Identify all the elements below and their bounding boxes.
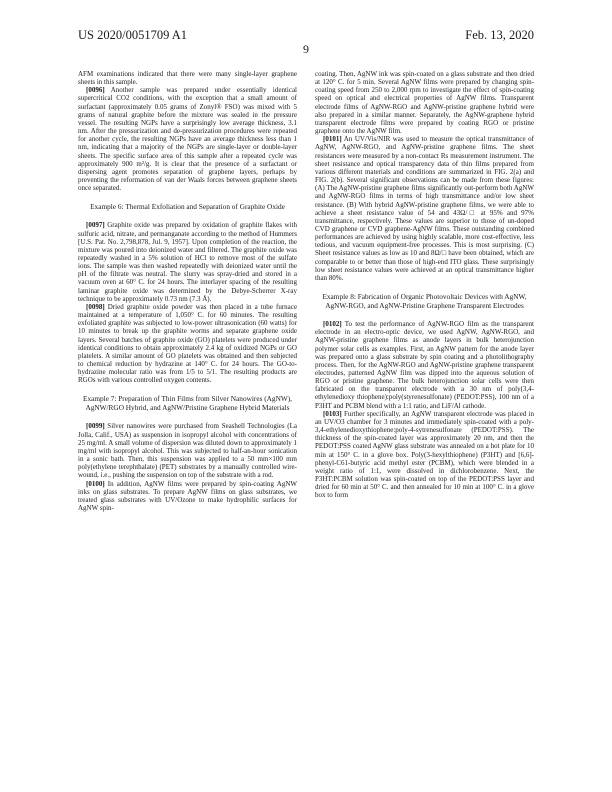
paragraph	[78, 422, 297, 479]
left-column	[78, 70, 297, 512]
paragraph-number: [0100]	[86, 479, 105, 488]
paragraph-number: [0099]	[86, 422, 105, 431]
page-number: 9	[303, 42, 309, 56]
paragraph-text: coating. Then, AgNW ink was spin-coated on a glass substrate and then dried at 120° C. for 5 min. Several AgNW films were prepared by changing spin-coating speed from 250 to 2,000 rpm to investigate the effect of spin-coating speed on optical and electrical properties of AgNW films. Transparent electrode films of AgNW-RGO and AgNW-pristine graphene hybrid were also prepared in a similar manner. Separately, the AgNW-graphene hybrid transparent electrode films were prepared by coating RGO or pristine graphene onto the AgNW film.	[315, 70, 534, 136]
example-heading: Example 6: Thermal Exfoliation and Separation of Graphite Oxide	[90, 202, 285, 212]
paragraph	[315, 135, 534, 282]
publication-date: Feb. 13, 2020	[465, 28, 534, 42]
paragraph-text: To test the performance of AgNW-RGO film as the transparent electrode in an electro-optic device, we used AgNW, AgNW-RGO, and AgNW-pristine graphene films as anode layers in bulk heterojunction polymer solar cells as examples. First, an AgNW pattern for the anode layer was prepared onto a glass substrate by spin coating and a photolithography process. Then, for the AgNW-RGO and AgNW-pristine graphene transparent electrodes, patterned AgNW film was dipped into the aqueous solution of RGO or pristine graphene. The bulk heterojunction solar cells were then fabricated on the transparent electrode with a 30 nm of poly(3,4-ethylenedioxy thiophene):poly(styrenesulfonate) (PEDOT:PSS), 100 nm of a P3HT and PCBM blend with a 1:1 ratio, and LiF/Al cathode.	[315, 320, 534, 410]
paragraph-text: An UV/Vis/NIR was used to measure the optical transmittance of AgNW, AgNW-RGO, and AgNW-pristine graphene films. The sheet resistances were measured by a non-contact Rs measurement instrument. The sheet resistance and optical transparency data of thin films prepared from various different materials and conditions are summarized in FIG. 2(a) and FIG. 2(b). Several significant observations can be made from these figures: (A) The AgNW-pristine graphene films significantly out-perform both AgNW and AgNW-RGO films in terms of high transmittance and/or low sheet resistance. (B) With hybrid AgNW-pristine graphene films, we were able to achieve a sheet resistance value of 54 and 43Ω/□ at 95% and 97% transmittance, respectively. These values are superior to those of un-doped CVD graphene or CVD graphene-AgNW films. These outstanding combined performances are achieved by using highly scalable, more cost-effective, less tedious, and vacuum equipment-free processes. This is most surprising. (C) Sheet resistance values as low as 10 and 8Ω/□ have been obtained, which are comparable to or better than those of high-end ITO glass. These surprisingly low sheet resistance values were achieved at an optical transmittance higher than 80%.	[315, 135, 534, 282]
paragraph	[78, 480, 297, 513]
publication-number: US 2020/0051709 A1	[78, 28, 188, 42]
paragraph-number: [0098]	[86, 302, 105, 311]
right-column	[315, 70, 534, 500]
paragraph	[315, 410, 534, 500]
paragraph	[78, 303, 297, 385]
paragraph	[78, 70, 297, 86]
paragraph-text: In addition, AgNW films were prepared by spin-coating AgNW inks on glass substrates. To prepare AgNW films on glass substrates, we treated glass substrates with UV/Ozone to make hydrophilic surfaces for AgNW spin-	[78, 479, 297, 513]
paragraph-number: [0103]	[323, 409, 342, 418]
paragraph-text: Further specifically, an AgNW transparent electrode was placed in an UV/O3 chamber for 3 minutes and immediately spin-coated with a poly-3,4-ethylenedioxythiophene:poly-4-sytrenesulfonate (PEDOT:PSS). The thickness of the spin-coated layer was approximately 20 nm, and then the PEDOT:PSS coated AgNW glass substrate was annealed on a hot plate for 10 min at 150° C. in a glove box. Poly(3-hexylthiophene) (P3HT) and [6,6]-phenyl-C61-butyric acid methyl ester (PCBM), which were blended in a weight ratio of 1:1, were dissolved in dichlorobenzene. Next, the P3HT:PCBM solution was spin-coated on top of the PEDOT:PSS layer and dried for 60 min at 50° C. and then annealed for 10 min at 100° C. in a glove box to form	[315, 409, 534, 500]
paragraph-number: [0097]	[86, 221, 105, 230]
paragraph	[315, 320, 534, 410]
paragraph-number: [0101]	[323, 135, 342, 144]
example-heading: Example 8: Fabrication of Organic Photovoltaic Devices with AgNW, AgNW-RGO, and AgNW-Pristine Graphene Transparent Electrodes	[322, 292, 527, 311]
paragraph-text: Graphite oxide was prepared by oxidation of graphite flakes with sulfuric acid, nitrate, and permanganate according to the method of Hummers [U.S. Pat. No. 2,798,878, Jul. 9, 1957]. Upon completion of the reaction, the mixture was poured into deionized water and filtered. The graphite oxide was repeatedly washed in a 5% solution of HCl to remove most of the sulfate ions. The sample was then washed repeatedly with deionized water until the pH of the filtrate was neutral. The slurry was spray-dried and stored in a vacuum oven at 60° C. for 24 hours. The interlayer spacing of the resulting laminar graphite oxide was determined by the Debye-Scherrer X-ray technique to be approximately 0.73 nm (7.3 Å).	[78, 221, 297, 303]
paragraph-number: [0096]	[86, 86, 105, 95]
paragraph	[315, 70, 534, 135]
paragraph-number: [0102]	[323, 320, 342, 329]
paragraph	[78, 86, 297, 192]
paragraph	[78, 221, 297, 303]
example-heading: Example 7: Preparation of Thin Films from Silver Nanowires (AgNW), AgNW/RGO Hybrid, and AgNW/Pristine Graphene Hybrid Materials	[82, 394, 292, 413]
paragraph-text: AFM examinations indicated that there were many single-layer graphene sheets in this sample.	[78, 70, 297, 87]
paragraph-text: Another sample was prepared under essentially identical supercritical CO2 conditions, with the exception that a small amount of surfactant (approximately 0.05 grams of Zonyl® FSO) was mixed with 5 grams of natural graphite before the mixture was sealed in the pressure vessel. The resulting NGPs have a surprisingly low average thickness, 3.1 nm. After the pressurization and de-pressurization procedures were repeated for another cycle, the resulting NGPs have an average thickness less than 1 nm, indicating that a majority of the NGPs are single-layer or double-layer sheets. The specific surface area of this sample after a repeated cycle was approximately 900 m²/g. It is clear that the presence of a surfactant or dispersing agent promotes separation of graphene layers, perhaps by preventing the reformation of van der Waals forces between graphene sheets once separated.	[78, 86, 297, 193]
paragraph-text: Dried graphite oxide powder was then placed in a tube furnace maintained at a temperature of 1,050° C. for 60 minutes. The resulting exfoliated graphite was subjected to low-power ultrasonication (60 watts) for 10 minutes to break up the graphite worms and separate graphene oxide layers. Several batches of graphite oxide (GO) platelets were produced under identical conditions to obtain approximately 2.4 kg of oxidized NGPs or GO platelets. A similar amount of GO platelets was obtained and then subjected to chemical reduction by hydrazine at 140° C. for 24 hours. The GO-to-hydrazine molecular ratio was from 1/5 to 5/1. The resulting products are RGOs with various controlled oxygen contents.	[78, 302, 297, 385]
paragraph-text: Silver nanowires were purchased from Seashell Technologies (La Jolla, Calif., USA) as suspension in isopropyl alcohol with concentrations of 25 mg/ml. A small volume of dispersion was diluted down to approximately 1 mg/ml with isopropyl alcohol. This was subjected to half-an-hour sonication in a sonic bath. Then, this suspension was applied to a 50 mm×100 mm poly(ethylene terephthalate) (PET) substrates by a manually controlled wire-wound, i.e., pushing the suspension on top of the substrate with a rod.	[78, 422, 297, 480]
